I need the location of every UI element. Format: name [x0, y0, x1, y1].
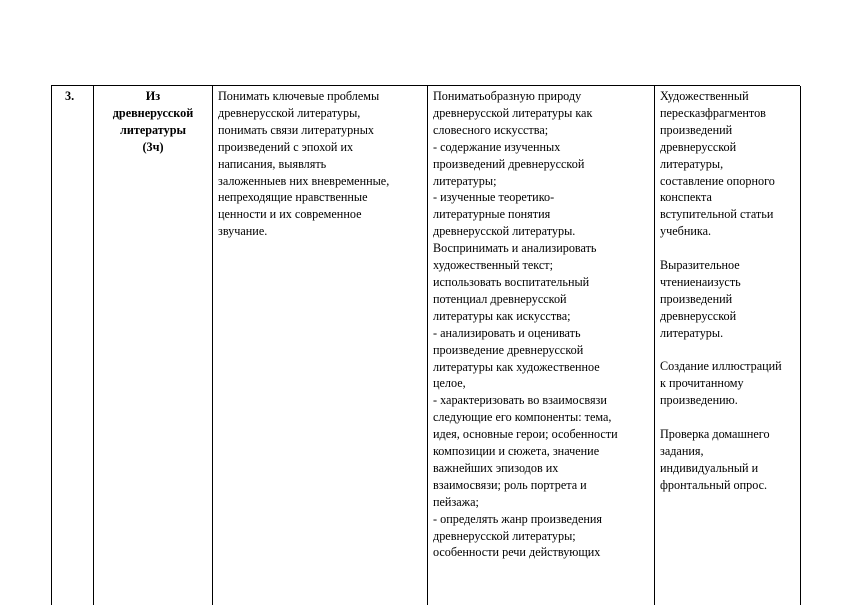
activity-illustrations	[660, 358, 796, 409]
topic-line: древнерусской	[112, 105, 194, 120]
text-line: литературы.	[660, 325, 724, 340]
text-line: литературные понятия	[433, 207, 551, 222]
text-line: взаимосвязи; роль портрета и	[433, 477, 587, 492]
text-line: произведений	[660, 122, 733, 137]
text-line: - анализировать и оценивать	[433, 325, 581, 340]
text-line: литературы,	[660, 156, 724, 171]
text-line: древнерусской литературы как	[433, 105, 593, 120]
text-line: Создание иллюстраций	[660, 359, 782, 374]
activity-retelling	[660, 88, 796, 240]
text-line: - изученные теоретико-	[433, 190, 555, 205]
text-line: задания,	[660, 443, 704, 458]
text-line: понимать связи литературных	[218, 122, 374, 137]
topic-line: (3ч)	[142, 139, 164, 154]
text-line: следующие его компоненты: тема,	[433, 410, 612, 425]
text-line: произведений	[660, 291, 733, 306]
spacer	[660, 409, 796, 426]
text-line: фронтальный опрос.	[660, 477, 768, 492]
text-line: Понимать ключевые проблемы	[218, 89, 380, 103]
text-line: художественный текст;	[433, 258, 554, 273]
goals-text	[213, 86, 427, 240]
text-line: древнерусской литературы;	[433, 528, 576, 543]
activities-cell	[655, 86, 801, 605]
text-line: Выразительное	[660, 258, 740, 273]
text-line: целое,	[433, 376, 466, 391]
goals-cell	[213, 86, 428, 605]
text-line: написания, выявлять	[218, 156, 327, 171]
text-line: индивидуальный и	[660, 460, 759, 475]
text-line: древнерусской	[660, 139, 737, 154]
text-line: составление опорного	[660, 173, 775, 188]
activity-check	[660, 426, 796, 494]
text-line: учебника.	[660, 224, 712, 239]
spacer	[660, 240, 796, 257]
spacer	[660, 342, 796, 359]
topic-cell	[94, 86, 213, 605]
text-line: пересказфрагментов	[660, 105, 766, 120]
text-line: Воспринимать и анализировать	[433, 241, 597, 256]
text-line: - содержание изученных	[433, 139, 561, 154]
text-line: - характеризовать во взаимосвязи	[433, 393, 607, 408]
text-line: идея, основные герои; особенности	[433, 427, 618, 442]
topic-line: литературы	[119, 122, 187, 137]
text-line: композиции и сюжета, значение	[433, 444, 600, 459]
text-line: потенциал древнерусской	[433, 291, 567, 306]
text-line: Пониматьобразную природу	[433, 89, 582, 103]
text-line: важнейших эпизодов их	[433, 460, 559, 475]
text-line: непреходящие нравственные	[218, 190, 368, 205]
skills-cell	[428, 86, 655, 605]
text-line: вступительной статьи	[660, 207, 774, 222]
text-line: литературы как художественное	[433, 359, 600, 374]
text-line: словесного искусства;	[433, 122, 549, 137]
text-line: произведению.	[660, 393, 738, 408]
activity-reading	[660, 257, 796, 342]
text-line: произведений с эпохой их	[218, 139, 354, 154]
text-line: произведений древнерусской	[433, 156, 585, 171]
text-line: произведение древнерусской	[433, 342, 584, 357]
text-line: древнерусской	[660, 308, 737, 323]
text-line: заложенныев них вневременные,	[218, 173, 390, 188]
text-line: Проверка домашнего	[660, 427, 770, 442]
text-line: литературы как искусства;	[433, 308, 571, 323]
curriculum-table	[51, 85, 800, 605]
text-line: к прочитанному	[660, 376, 744, 391]
text-line: звучание.	[218, 224, 268, 239]
activities-text	[655, 86, 800, 494]
text-line: древнерусской литературы.	[433, 224, 576, 239]
row-number: 3.	[65, 89, 75, 103]
text-line: пейзажа;	[433, 494, 479, 509]
topic-line: Из	[145, 89, 161, 103]
text-line: - определять жанр произведения	[433, 511, 603, 526]
text-line: чтениенаизусть	[660, 274, 741, 289]
text-line: Художественный	[660, 89, 749, 103]
text-line: ценности и их современное	[218, 207, 362, 222]
text-line: особенности речи действующих	[433, 545, 601, 560]
text-line: литературы;	[433, 173, 497, 188]
text-line: конспекта	[660, 190, 712, 205]
number-cell	[52, 86, 94, 605]
topic-title	[94, 86, 212, 156]
skills-text	[428, 86, 654, 561]
text-line: древнерусской литературы,	[218, 105, 361, 120]
text-line: использовать воспитательный	[433, 274, 590, 289]
